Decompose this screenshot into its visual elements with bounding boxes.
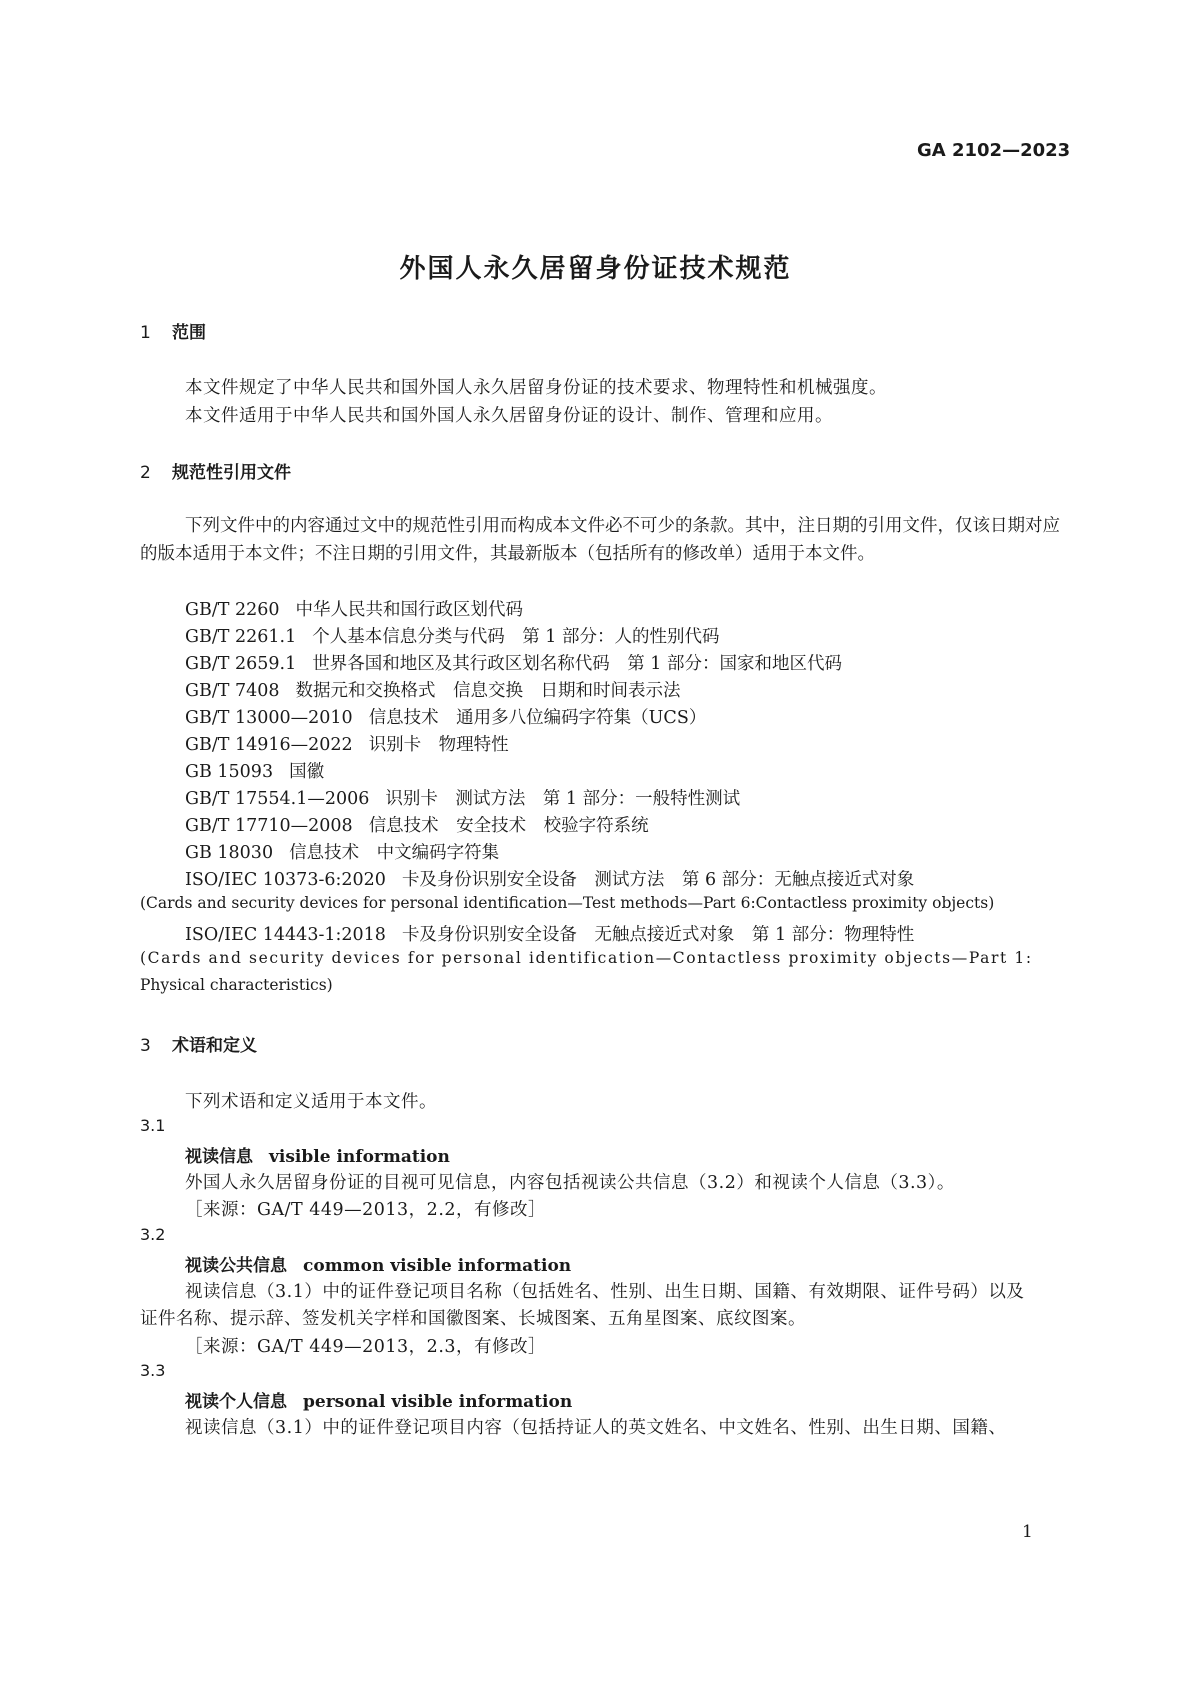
term-chinese: 视读个人信息 [185,1392,287,1412]
term-english: common visible information [303,1256,572,1276]
term-chinese: 视读信息 [185,1147,253,1167]
reference-code: GB/T 17554.1—2006 [185,789,370,809]
section-heading-2 [140,458,291,483]
reference-title: 世界各国和地区及其行政区划名称代码 第 1 部分：国家和地区代码 [312,654,842,674]
term-heading [185,1251,571,1276]
term-source: ［来源：GA/T 449—2013，2.3，有修改］ [185,1337,547,1357]
reference-title: 识别卡 物理特性 [368,735,509,755]
reference-title: 卡及身份识别安全设备 无触点接近式对象 第 1 部分：物理特性 [401,925,915,945]
reference-code: GB/T 2261.1 [185,627,297,647]
reference-item [185,704,706,729]
section-number: 3 [140,1036,151,1056]
reference-english-title: (Cards and security devices for personal identification—Contactless proximity objects—Part 1: [140,949,1033,967]
page-number: 1 [1022,1522,1033,1542]
term-english: personal visible information [303,1392,573,1412]
paragraph: 下列术语和定义适用于本文件。 [185,1092,437,1112]
reference-code: GB 15093 [185,762,274,782]
reference-code: GB/T 13000—2010 [185,708,353,728]
reference-code: GB/T 2260 [185,600,280,620]
reference-title: 识别卡 测试方法 第 1 部分：一般特性测试 [385,789,741,809]
term-definition: 视读信息（3.1）中的证件登记项目名称（包括姓名、性别、出生日期、国籍、有效期限、证件号码）以及 [185,1282,1025,1302]
reference-item [185,596,523,621]
document-title: 外国人永久居留身份证技术规范 [399,254,792,284]
section-title: 规范性引用文件 [172,463,291,483]
reference-item [185,921,914,946]
term-number: 3.3 [140,1361,166,1380]
section-heading-1 [140,318,206,343]
term-definition: 视读信息（3.1）中的证件登记项目内容（包括持证人的英文姓名、中文姓名、性别、出生日期、国籍、 [185,1418,1007,1438]
reference-title: 中华人民共和国行政区划代码 [295,600,524,620]
reference-code: GB 18030 [185,843,274,863]
reference-title: 个人基本信息分类与代码 第 1 部分：人的性别代码 [312,627,720,647]
reference-item [185,839,499,864]
term-english: visible information [269,1147,450,1167]
term-definition: 外国人永久居留身份证的目视可见信息，内容包括视读公共信息（3.2）和视读个人信息（3.3）。 [185,1173,955,1193]
reference-item [185,758,324,783]
reference-title: 信息技术 通用多八位编码字符集（UCS） [368,708,707,728]
term-source: ［来源：GA/T 449—2013，2.2，有修改］ [185,1200,547,1220]
paragraph: 本文件适用于中华人民共和国外国人永久居留身份证的设计、制作、管理和应用。 [185,406,833,426]
reference-title: 卡及身份识别安全设备 测试方法 第 6 部分：无触点接近式对象 [401,870,915,890]
reference-title: 信息技术 中文编码字符集 [289,843,500,863]
section-title: 范围 [172,323,206,343]
reference-code: GB/T 17710—2008 [185,816,353,836]
section-title: 术语和定义 [172,1036,257,1056]
section-heading-3 [140,1031,257,1056]
reference-item [185,866,914,891]
reference-english-title: Physical characteristics) [140,976,333,994]
reference-english-title: (Cards and security devices for personal identification—Test methods—Part 6:Contactless proximity objects) [140,894,995,912]
reference-title: 数据元和交换格式 信息交换 日期和时间表示法 [295,681,681,701]
term-heading [185,1142,450,1167]
reference-code: ISO/IEC 10373-6:2020 [185,870,386,890]
reference-item [185,812,649,837]
term-chinese: 视读公共信息 [185,1256,287,1276]
reference-code: GB/T 14916—2022 [185,735,353,755]
term-heading [185,1387,572,1412]
reference-item [185,650,842,675]
paragraph: 下列文件中的内容通过文中的规范性引用而构成本文件必不可少的条款。其中，注日期的引用文件，仅该日期对应的版本适用于本文件；不注日期的引用文件，其最新版本（包括所有的修改单）适用于本文件。 [140,516,1060,564]
reference-item [185,785,740,810]
reference-code: GB/T 7408 [185,681,280,701]
reference-title: 信息技术 安全技术 校验字符系统 [368,816,649,836]
section-number: 1 [140,323,151,343]
reference-code: GB/T 2659.1 [185,654,297,674]
standard-number: GA 2102—2023 [917,140,1071,161]
reference-item [185,623,719,648]
intro-paragraph [140,512,1060,568]
reference-code: ISO/IEC 14443-1:2018 [185,925,386,945]
paragraph: 本文件规定了中华人民共和国外国人永久居留身份证的技术要求、物理特性和机械强度。 [185,378,887,398]
term-number: 3.2 [140,1225,166,1244]
reference-item [185,731,509,756]
term-definition: 证件名称、提示辞、签发机关字样和国徽图案、长城图案、五角星图案、底纹图案。 [140,1309,806,1329]
reference-item [185,677,681,702]
section-number: 2 [140,463,151,483]
term-number: 3.1 [140,1116,166,1135]
reference-title: 国徽 [289,762,325,782]
